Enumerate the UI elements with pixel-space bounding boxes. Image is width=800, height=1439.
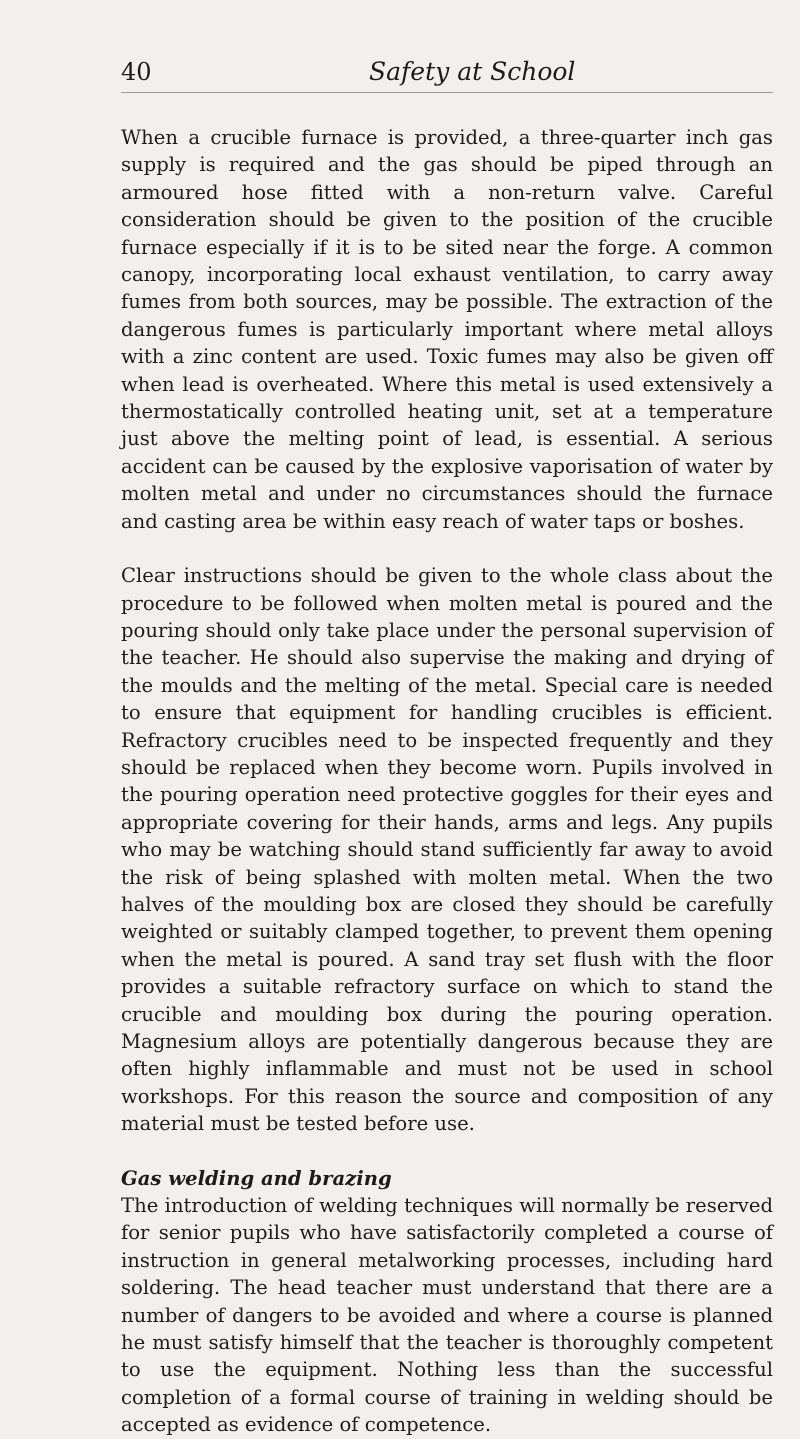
paragraph-crucible-furnace: When a crucible furnace is provided, a three-quarter inch gas supply is required and the gas should be piped through an armoured hose fitted with a non-return valve. Careful consideration should be given to the position of the crucible furnace especially if it is to be sited near the forge. A common canopy, incorporating local exhaust ventilation, to carry away fumes from both sources, may be possible. The extraction of the dangerous fumes is particularly important where metal alloys with a zinc content are used. Toxic fumes may also be given off when lead is overheated. Where this metal is used extensively a thermostatically controlled heating unit, set at a temperature just above the melting point of lead, is essential. A serious accident can be caused by the explosive vaporisation of water by molten metal and under no circumstances should the furnace and casting area be within easy reach of water taps or boshes. — [121, 126, 773, 533]
paragraph-welding-techniques: The introduction of welding techniques will normally be reserved for senior pupils who have satisfactorily completed a course of instruction in general metalworking processes, including hard soldering. The head teacher must understand that there are a number of dangers to be avoided and where a course is planned he must satisfy himself that the teacher is thoroughly competent to use the equipment. Nothing less than the successful completion of a formal course of training in welding should be accepted as evidence of competence. — [121, 1194, 773, 1437]
paragraph-molten-metal-procedure: Clear instructions should be given to the whole class about the procedure to be followed when molten metal is poured and the pouring should only take place under the personal supervision of the teacher. He should also supervise the making and drying of the moulds and the melting of the metal. Special care is needed to ensure that equipment for handling crucibles is efficient. Refractory crucibles need to be inspected frequently and they should be replaced when they become worn. Pupils involved in the pouring operation need protective goggles for their eyes and appropriate covering for their hands, arms and legs. Any pupils who may be watching should stand sufficiently far away to avoid the risk of being splashed with molten metal. When the two halves of the moulding box are closed they should be carefully weighted or suitably clamped together, to prevent them opening when the metal is poured. A sand tray set flush with the floor provides a suitable refractory surface on which to stand the crucible and moulding box during the pouring operation. Magnesium alloys are potentially dangerous because they are often highly inflammable and must not be used in school workshops. For this reason the source and composition of any material must be tested before use. — [121, 564, 773, 1136]
running-head — [121, 55, 773, 93]
body-text — [121, 124, 773, 1439]
page-number: 40 — [121, 58, 152, 86]
running-title: Safety at School — [369, 57, 576, 86]
header-rule — [121, 92, 773, 93]
section-heading-gas-welding: Gas welding and brazing — [121, 1166, 392, 1190]
